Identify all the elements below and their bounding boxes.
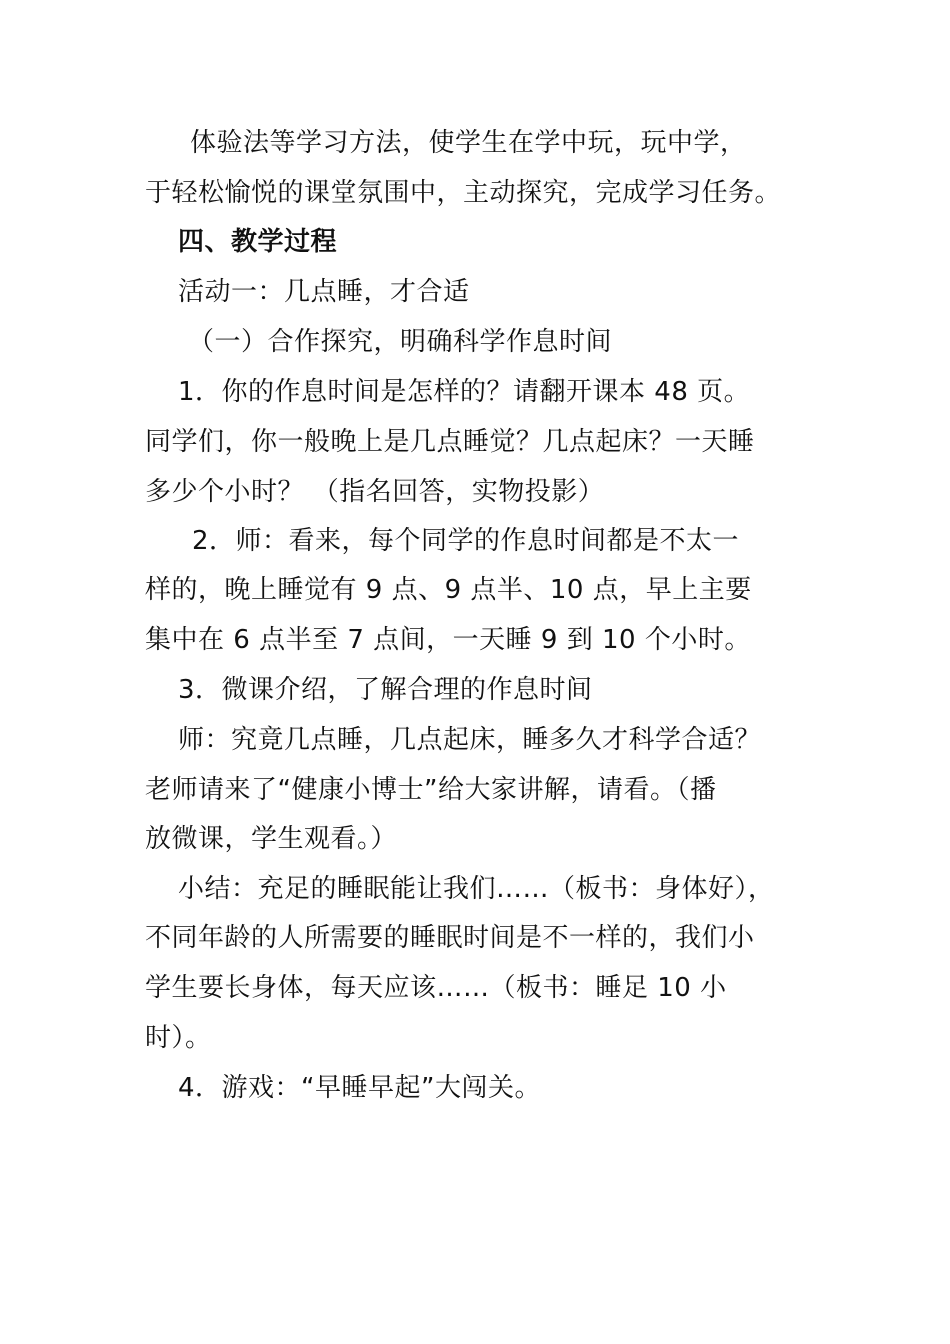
text-line-8: 多少个小时？ （指名回答，实物投影） (145, 477, 605, 507)
text-line-9: 2．师：看来，每个同学的作息时间都是不太一 (192, 526, 740, 556)
text-line-20: 4．游戏：“早睡早起”大闯关。 (178, 1073, 541, 1103)
text-line-13: 师：究竟几点睡，几点起床，睡多久才科学合适？ (178, 725, 762, 755)
text-line-18: 学生要长身体，每天应该……（板书：睡足 10 小 (145, 973, 727, 1003)
text-line-16: 小结：充足的睡眠能让我们……（板书：身体好）， (178, 874, 775, 904)
text-line-12: 3．微课介绍，了解合理的作息时间 (178, 675, 593, 705)
text-line-11: 集中在 6 点半至 7 点间，一天睡 9 到 10 个小时。 (145, 625, 751, 655)
section-heading: 四、教学过程 (178, 227, 338, 257)
text-line-1: 体验法等学习方法，使学生在学中玩，玩中学， (190, 128, 747, 158)
text-line-2: 于轻松愉悦的课堂氛围中，主动探究，完成学习任务。 (145, 178, 782, 208)
text-line-10: 样的，晚上睡觉有 9 点、9 点半、10 点，早上主要 (145, 575, 752, 605)
text-line-6: 1．你的作息时间是怎样的？请翻开课本 48 页。 (178, 377, 751, 407)
text-line-7: 同学们，你一般晚上是几点睡觉？几点起床？一天睡 (145, 427, 755, 457)
text-line-17: 不同年龄的人所需要的睡眠时间是不一样的，我们小 (145, 923, 755, 953)
activity-title: 活动一：几点睡，才合适 (178, 277, 470, 307)
subsection-title: （一）合作探究，明确科学作息时间 (188, 327, 613, 357)
text-line-15: 放微课，学生观看。） (145, 824, 398, 854)
text-line-19: 时）。 (145, 1023, 212, 1053)
text-line-14: 老师请来了“健康小博士”给大家讲解，请看。（播 (145, 775, 717, 805)
